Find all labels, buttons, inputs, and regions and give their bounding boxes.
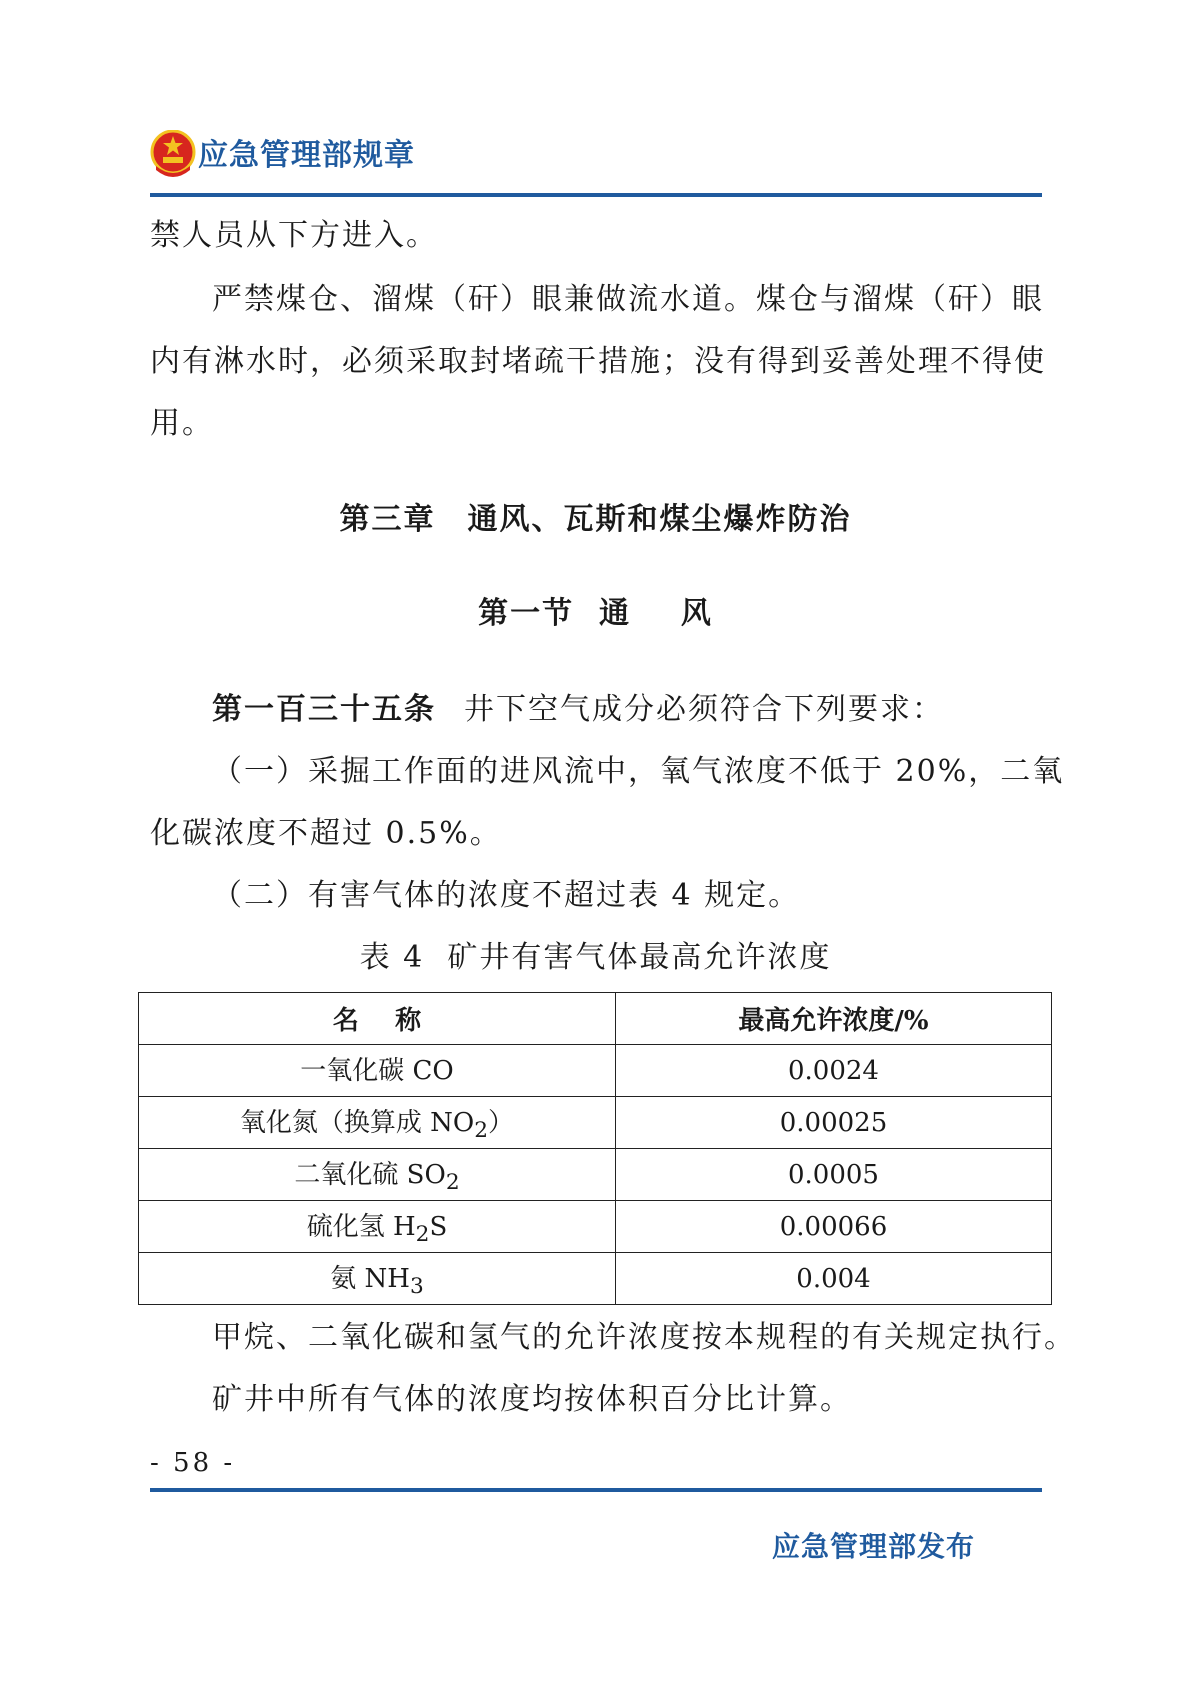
page-number: - 58 - [150, 1448, 236, 1478]
concentration-cell: 0.00066 [616, 1201, 1052, 1253]
gas-name-cell [139, 1253, 616, 1305]
chapter-title: 第三章 通风、瓦斯和煤尘爆炸防治 [339, 502, 852, 537]
note-line: 矿井中所有气体的浓度均按体积百分比计算。 [212, 1382, 852, 1417]
gas-name: 二氧化硫 SO [294, 1159, 446, 1190]
table-row [139, 1149, 1052, 1201]
gas-name: 氧化氮（换算成 NO [239, 1107, 475, 1138]
concentration-cell: 0.00025 [616, 1097, 1052, 1149]
footer-publisher: 应急管理部发布 [772, 1530, 976, 1563]
article-intro: 井下空气成分必须符合下列要求： [464, 692, 944, 727]
paragraph-line: 内有淋水时，必须采取封堵疏干措施；没有得到妥善处理不得使 [150, 344, 1046, 379]
gas-name-suffix: S [429, 1211, 448, 1242]
concentration-cell: 0.004 [616, 1253, 1052, 1305]
gas-name-cell [139, 1045, 616, 1097]
national-emblem-icon [150, 130, 196, 178]
table-header-row [139, 993, 1052, 1045]
column-header-name: 名 称 [139, 993, 616, 1045]
table-row [139, 1097, 1052, 1149]
paragraph-line: 严禁煤仓、溜煤（矸）眼兼做流水道。煤仓与溜煤（矸）眼 [212, 282, 1044, 317]
article-item: （一）采掘工作面的进风流中，氧气浓度不低于 20%，二氧 [212, 754, 1065, 789]
concentration-cell: 0.0005 [616, 1149, 1052, 1201]
table-row [139, 1253, 1052, 1305]
column-header-concentration: 最高允许浓度/% [616, 993, 1052, 1045]
table-row [139, 1201, 1052, 1253]
gas-name: 氨 NH [330, 1263, 410, 1294]
gas-name-cell [139, 1149, 616, 1201]
gas-name: 一氧化碳 CO [300, 1055, 454, 1086]
section-title: 第一节 通 风 [478, 596, 713, 631]
concentration-cell: 0.0024 [616, 1045, 1052, 1097]
paragraph-line: 禁人员从下方进入。 [150, 218, 438, 253]
gas-name-subscript: 2 [415, 1222, 430, 1248]
note-line: 甲烷、二氧化碳和氢气的允许浓度按本规程的有关规定执行。 [212, 1320, 1076, 1355]
gas-concentration-table [138, 992, 1052, 1305]
footer-rule [150, 1488, 1042, 1492]
gas-name: 硫化氢 H [306, 1211, 416, 1242]
table-caption: 表 4 矿井有害气体最高允许浓度 [359, 940, 832, 975]
header-rule [150, 193, 1042, 197]
gas-name-subscript: 2 [445, 1170, 460, 1196]
gas-name-cell [139, 1201, 616, 1253]
table-row [139, 1045, 1052, 1097]
article-number: 第一百三十五条 [212, 692, 436, 727]
article-item: 化碳浓度不超过 0.5%。 [150, 816, 502, 851]
article-item: （二）有害气体的浓度不超过表 4 规定。 [212, 878, 801, 913]
header-title: 应急管理部规章 [198, 138, 415, 173]
paragraph-line: 用。 [150, 406, 214, 441]
gas-name-cell [139, 1097, 616, 1149]
gas-name-subscript: 2 [474, 1118, 489, 1144]
gas-name-suffix: ） [488, 1107, 515, 1138]
article-line [212, 690, 944, 730]
gas-name-subscript: 3 [409, 1274, 424, 1300]
